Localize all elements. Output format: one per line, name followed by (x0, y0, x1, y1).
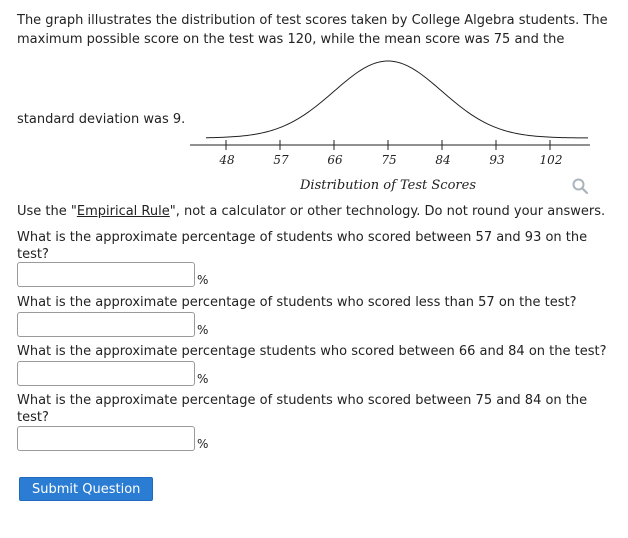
answer-3-unit: % (197, 372, 209, 386)
instructions-prefix: Use the " (17, 204, 77, 219)
tick-label-75: 75 (381, 153, 397, 167)
magnify-icon[interactable] (571, 177, 589, 195)
normal-distribution-graph (0, 0, 628, 200)
submit-question-button[interactable]: Submit Question (19, 477, 153, 501)
intro-continuation: standard deviation was 9. (17, 112, 186, 127)
tick-label-66: 66 (327, 153, 343, 167)
answer-2-unit: % (197, 323, 209, 337)
tick-label-48: 48 (219, 153, 235, 167)
answer-2-input[interactable] (17, 312, 195, 337)
answer-4-input[interactable] (17, 426, 195, 451)
empirical-rule-link[interactable]: Empirical Rule (76, 204, 170, 219)
question-4-text: What is the approximate percentage of students who scored between 75 and 84 on the test? (17, 393, 588, 425)
tick-label-102: 102 (539, 153, 563, 167)
question-3-text: What is the approximate percentage students who scored between 66 and 84 on the test? (17, 344, 607, 359)
answer-3-input[interactable] (17, 361, 195, 386)
intro-text: The graph illustrates the distribution of test scores taken by College Algebra students. The maximum possible score on the test was 120, while the mean score was 75 and the (17, 13, 608, 47)
answer-3 (17, 361, 208, 386)
instructions (17, 204, 605, 219)
tick-label-84: 84 (435, 153, 451, 167)
answer-1-unit: % (197, 273, 209, 287)
tick-label-93: 93 (489, 153, 505, 167)
axis-title: Distribution of Test Scores (299, 178, 477, 193)
answer-1 (17, 262, 208, 287)
question-2-text: What is the approximate percentage of students who scored less than 57 on the test? (17, 295, 577, 310)
answer-4-unit: % (197, 437, 209, 451)
answer-2 (17, 312, 208, 337)
tick-label-57: 57 (273, 153, 289, 167)
bell-curve (206, 61, 588, 138)
answer-1-input[interactable] (17, 262, 195, 287)
answer-4 (17, 426, 208, 451)
question-1-text: What is the approximate percentage of students who scored between 57 and 93 on the test? (17, 230, 588, 262)
instructions-suffix: ", not a calculator or other technology. Do not round your answers. (169, 204, 606, 219)
